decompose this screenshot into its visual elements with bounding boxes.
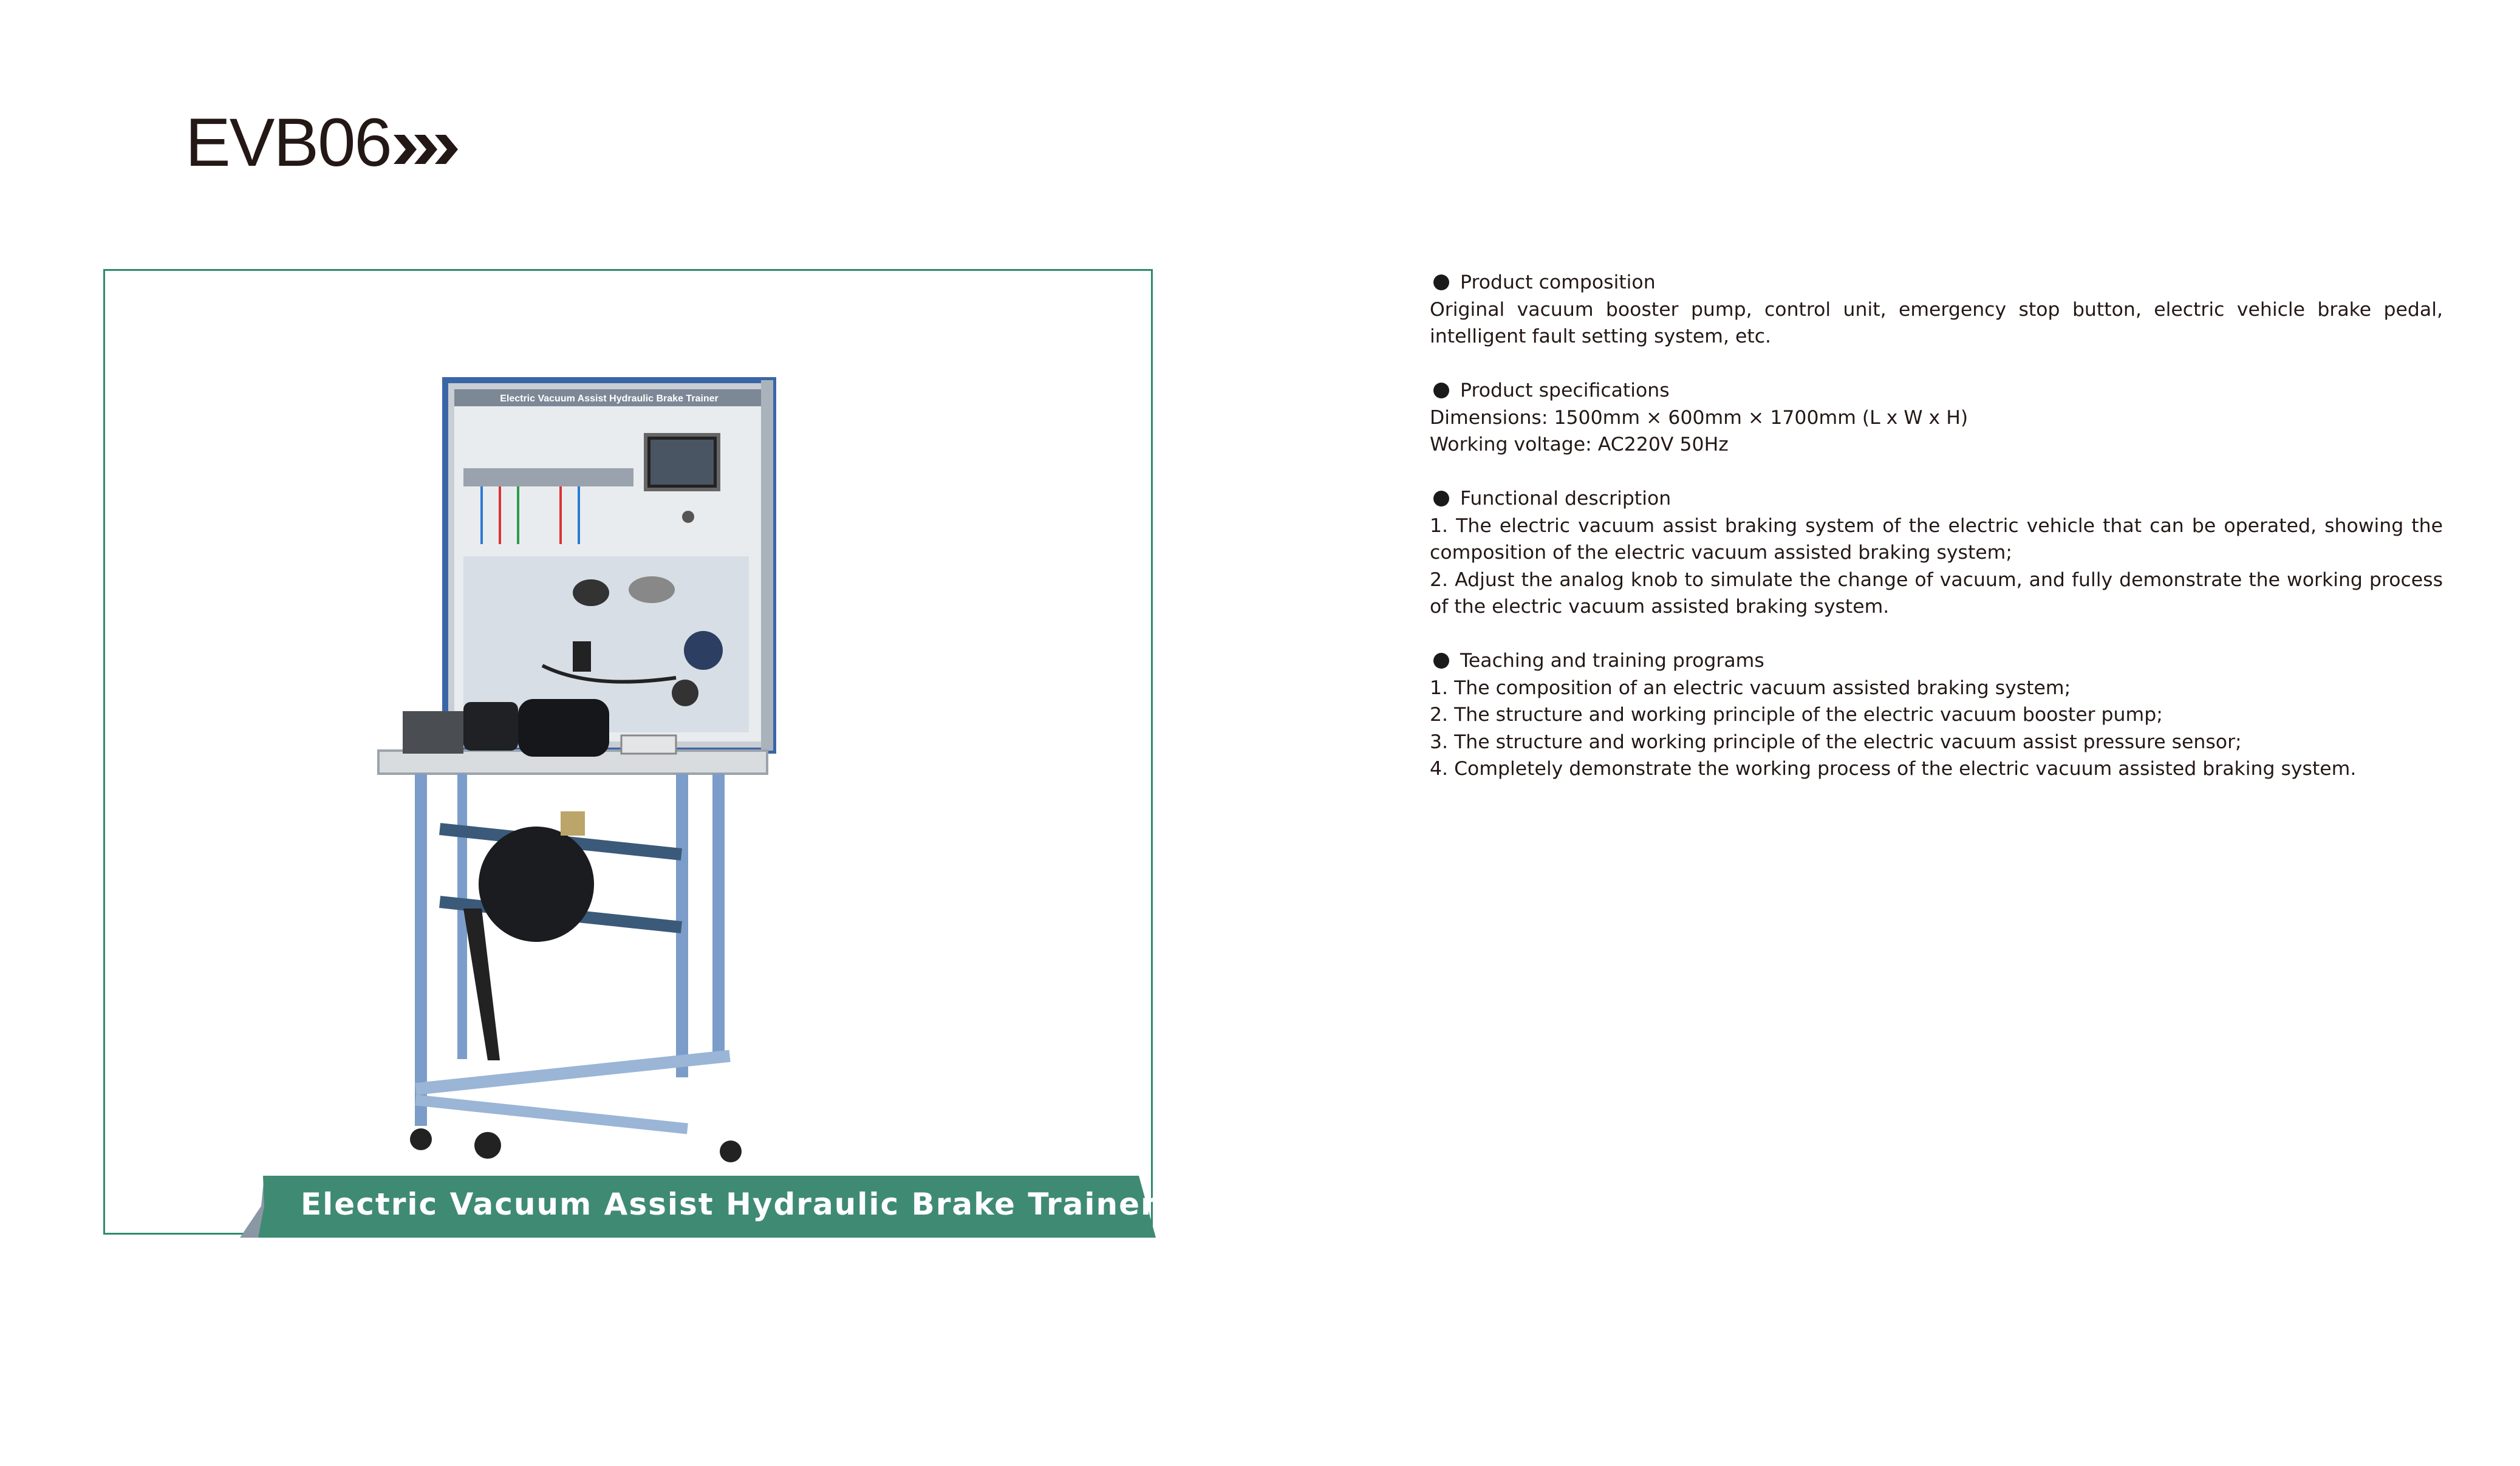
functional-line: composition of the electric vacuum assisted braking system;	[1430, 542, 2012, 564]
functional-heading-row	[1430, 485, 2443, 513]
specifications-heading-row	[1430, 377, 2443, 404]
specification-line: Dimensions: 1500mm × 600mm × 1700mm (L x W x H)	[1430, 406, 1969, 429]
teaching-heading-row	[1430, 647, 2443, 675]
bullet-icon	[1433, 274, 1449, 290]
teaching-line: 1. The composition of an electric vacuum assisted braking system;	[1430, 677, 2071, 699]
composition-section	[1430, 269, 2443, 350]
bullet-icon	[1433, 383, 1449, 398]
page-title	[185, 103, 460, 182]
product-name-banner	[240, 1176, 1156, 1238]
teaching-heading: Teaching and training programs	[1460, 650, 1764, 672]
product-photo-frame	[103, 269, 1157, 1235]
specifications-heading: Product specifications	[1460, 380, 1670, 401]
functional-line: 1. The electric vacuum assist braking system of the electric vehicle that can be operated, showing the	[1430, 514, 2443, 537]
specifications-section	[1430, 377, 2443, 459]
composition-heading: Product composition	[1460, 271, 1656, 293]
composition-heading-row	[1430, 269, 2443, 296]
bullet-icon	[1433, 653, 1449, 669]
model-number: EVB06	[185, 104, 391, 180]
functional-line: 2. Adjust the analog knob to simulate the change of vacuum, and fully demonstrate the working process	[1430, 568, 2443, 591]
functional-line: of the electric vacuum assisted braking system.	[1430, 596, 1890, 618]
bullet-icon	[1433, 491, 1449, 506]
banner-title: Electric Vacuum Assist Hydraulic Brake Trainer	[301, 1187, 1157, 1222]
teaching-section	[1430, 647, 2443, 783]
teaching-line: 2. The structure and working principle of the electric vacuum booster pump;	[1430, 704, 2163, 726]
product-specs	[1430, 269, 2443, 810]
panel-heading: Electric Vacuum Assist Hydraulic Brake Trainer	[500, 394, 719, 404]
teaching-line: 4. Completely demonstrate the working process of the electric vacuum assisted braking system.	[1430, 758, 2357, 780]
triple-chevron-right-icon	[394, 132, 460, 166]
composition-line: intelligent fault setting system, etc.	[1430, 326, 1772, 347]
functional-section	[1430, 485, 2443, 621]
functional-heading: Functional description	[1460, 488, 1671, 510]
composition-line: Original vacuum booster pump, control unit, emergency stop button, electric vehicle brake pedal,	[1430, 298, 2443, 321]
brake-trainer-image	[360, 362, 785, 1249]
teaching-line: 3. The structure and working principle of the electric vacuum assist pressure sensor;	[1430, 731, 2242, 753]
specification-line: Working voltage: AC220V 50Hz	[1430, 434, 1729, 455]
